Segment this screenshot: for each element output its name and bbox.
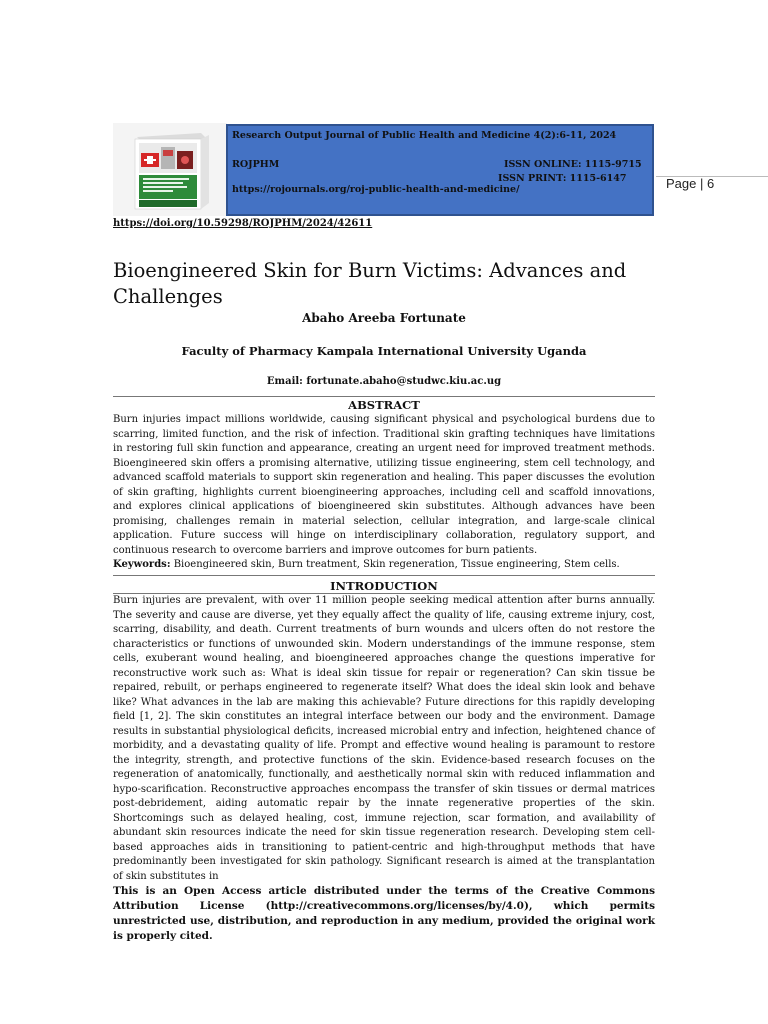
keywords-list: Bioengineered skin, Burn treatment, Skin regeneration, Tissue engineering, Stem cells. [173,559,620,570]
abstract-bottom-rule [113,575,655,576]
author-affiliation: Faculty of Pharmacy Kampala International University Uganda [181,344,587,358]
author-name: Abaho Areeba Fortunate [302,311,466,325]
issn-online: ISSN ONLINE: 1115-9715 [504,159,642,170]
doi-link[interactable]: https://doi.org/10.59298/ROJPHM/2024/42611 [113,218,373,229]
abstract-top-rule [113,396,655,397]
keywords-label: Keywords: [113,559,171,570]
introduction-text: Burn injuries are prevalent, with over 11 million people seeking medical attention after burns annually. The severity and cause are diverse, yet they equally affect the quality of life, causing extreme injury, cost, scarring, disability, and death. Current treatments of burn wounds and ulcers often do not restore the characteristics or functions of unwounded skin. Modern understandings of the immune response, stem cells, exuberant wound healing, and bioengineered approaches change the questions imperative for reconstructive work such as: What is ideal skin tissue for repair or regeneration? Can skin tissue be repaired, rebuilt, or perhaps engineered to regenerate itself? What does the ideal skin look and behave like? What advances in the lab are making this achievable? Future directions for this rapidly developing field [1, 2]. The skin constitutes an integral interface between our body and the environment. Damage results in substantial physiological deficits, increased microbial entry and infection, heightened chance of morbidity, and a devastating quality of life. Prompt and effective wound healing is paramount to restore the integrity, strength, and protective functions of the skin. Evidence-based research focuses on the regeneration of anatomically, functionally, and aesthetically normal skin with reduced inflammation and hypo-scarification. Reconstructive approaches encompass the transfer of skin tissues or dermal matrices post-debridement, aiding automatic repair by the innate regenerative properties of the skin. Shortcomings such as delayed healing, cost, immune rejection, scar formation, and availability of abundant skin resources indicate the need for skin tissue regeneration research. Developing stem cell-based approaches aids in transitioning to patient-centric and high-throughput methods that have predominantly been investigated for skin pathology. Significant research is aimed at the transplantation of skin substitutes in [113,595,655,882]
author-email: Email: fortunate.abaho@studwc.kiu.ac.ug [266,376,502,387]
abstract-heading: ABSTRACT [348,398,420,412]
open-access-license-note: This is an Open Access article distributed under the terms of the Creative Commons Attribution License (http://creativecommons.org/licenses/by/4.0), which permits unrestricted use, distribution, and reproduction in any medium, provided the original work is properly cited. [113,885,655,942]
introduction-heading: INTRODUCTION [330,579,438,593]
issn-print: ISSN PRINT: 1115-6147 [498,173,627,184]
keywords-line [113,558,655,572]
journal-cover-image [113,123,227,216]
journal-abbrev: ROJPHM [232,159,280,170]
page-number: Page | 6 [666,176,715,191]
article-title: Bioengineered Skin for Burn Victims: Advances and Challenges [113,259,627,308]
journal-cover-illustration [113,123,227,216]
abstract-text: Burn injuries impact millions worldwide, causing significant physical and psychological burdens due to scarring, limited function, and the risk of infection. Traditional skin grafting techniques have limitations in restoring full skin function and appearance, creating an urgent need for improved treatment methods. Bioengineered skin offers a promising alternative, utilizing tissue engineering, stem cell technology, and advanced scaffold materials to support skin regeneration and healing. This paper discusses the evolution of skin grafting, highlights current bioengineering approaches, including cell and scaffold innovations, and explores clinical applications of bioengineered skin substitutes. Although advances have been promising, challenges remain in material selection, cellular integration, and large-scale clinical application. Future success will hinge on interdisciplinary collaboration, regulatory support, and continuous research to overcome barriers and improve outcomes for burn patients. [113,414,655,556]
journal-url-link[interactable]: https://rojournals.org/roj-public-health-and-medicine/ [232,184,520,195]
journal-citation-line: Research Output Journal of Public Health and Medicine 4(2):6-11, 2024 [232,130,617,141]
journal-header-box [226,124,654,216]
